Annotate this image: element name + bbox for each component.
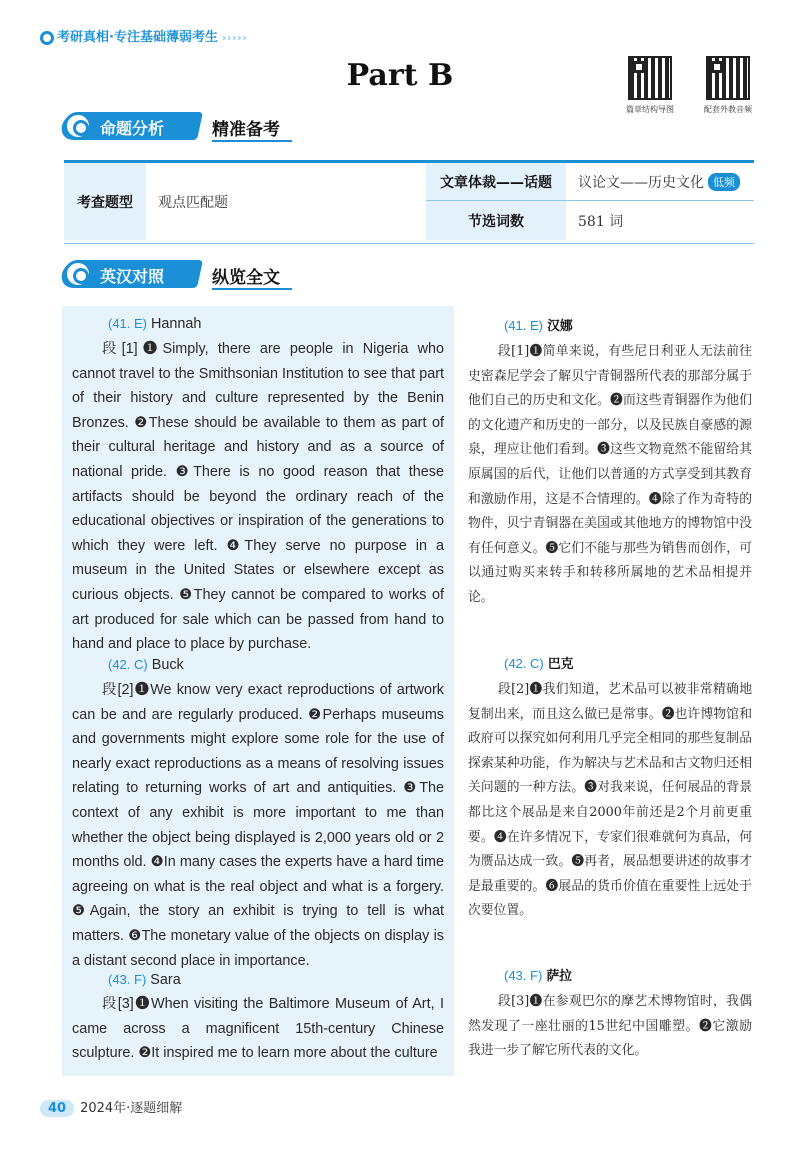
paragraph-text: 段[1]❶简单来说，有些尼日利亚人无法前往史密森尼学会了解贝宁青铜器所代表的那部分属于他们自己的历史和文化。❷而这些青铜器作为他们的文化遗产和历史的一部分，以及民族自豪感的源泉，理应让他们看到。❸这些文物竟然不能留给其原属国的后代，让他们以普通的方式享受到其教育和激励作用，这是不合情理的。❹除了作为奇特的物件，贝宁青铜器在美国或其他地方的博物馆中没有任何意义。❺它们不能与那些为销售而创作，可以通过购买来转手和转移所属地的艺术品相提并论。 [468, 344, 752, 605]
chinese-paragraph-3 [468, 990, 752, 1066]
page-number: 40 [40, 1100, 74, 1117]
chinese-heading [468, 964, 752, 990]
speaker-name: 萨拉 [546, 969, 572, 984]
answer-label: (43. F) [108, 972, 147, 987]
qr-code-icon[interactable] [628, 56, 672, 100]
speaker-name: Hannah [151, 316, 202, 332]
search-icon [40, 31, 54, 45]
english-paragraph-2 [72, 678, 444, 971]
type-label: 考查题型 [64, 163, 146, 240]
info-table [64, 160, 754, 244]
type-value: 观点匹配题 [158, 194, 228, 211]
footer-text: 2024年·逐题细解 [80, 1101, 183, 1116]
count-value: 581 词 [578, 213, 624, 230]
genre-value: 议论文——历史文化 [578, 174, 704, 191]
section-label: 英汉对照 [100, 267, 165, 286]
genre-cell [566, 163, 754, 201]
english-heading [72, 968, 444, 993]
paragraph-text: 段[1]❶Simply, there are people in Nigeria who cannot travel to the Smithsonian Institution to see that part of their history and culture represented by the Benin Bronzes. ❷These should be available to them as part of their cultural heritage and history and as a source of national pride. ❸There is no good reason that these artifacts should be beyond the ordinary reach of the educational objectives or inspiration of the generations to which they were left. ❹They serve no purpose in a museum in the United States or elsewhere except as curious objects. ❺They cannot be compared to works of art produced for sale which can be passed from hand to hand and place to place by purchase. [72, 341, 444, 653]
english-paragraph-1 [72, 337, 444, 653]
chinese-heading [468, 652, 752, 678]
divider [212, 140, 292, 142]
english-paragraph-3 [72, 992, 444, 1066]
qr-caption: 配套外教音频 [704, 105, 752, 114]
answer-label: (41. E) [504, 318, 544, 333]
speaker-name: 巴克 [547, 657, 574, 672]
paragraph-text: 段[2]❶我们知道，艺术品可以被非常精确地复制出来，而且这么做已是常事。❷也许博物馆和政府可以探究如何利用几乎完全相同的那些复制品探索某种功能，作为解决与艺术品和古文物归还相关问题的一种方法。❸对我来说，任何展品的背景都比这个展品是来自2000年前还是2个月前更重要。❹在许多情况下，专家们很难就何为真品，何为赝品达成一致。❺再者，展品想要讲述的故事才是最重要的。❻展品的货币价值在重要性上远处于次要位置。 [468, 682, 752, 919]
speaker-name: Buck [151, 657, 184, 673]
speaker-name: Sara [150, 972, 181, 988]
paragraph-text: 段[3]❶在参观巴尔的摩艺术博物馆时，我偶然发现了一座壮丽的15世纪中国雕塑。❷它激励我进一步了解它所代表的文化。 [468, 994, 752, 1059]
chinese-paragraph-2 [468, 678, 752, 964]
qr-code-icon[interactable] [706, 56, 750, 100]
section-banner-bilingual [62, 260, 322, 288]
answer-label: (43. F) [504, 968, 543, 983]
section-label: 命题分析 [100, 119, 165, 138]
chinese-paragraph-1 [468, 340, 752, 652]
english-heading [72, 312, 444, 337]
brand-header [40, 26, 248, 45]
divider [212, 288, 292, 290]
paragraph-text: 段[2]❶We know very exact reproductions of artwork can be and are regularly produced. ❷Perhaps museums and governments might explore some role for the use of nearly exact reproductions as a means of resolving issues relating to returning works of art and antiquities. ❸The context of any exhibit is more important to me than whether the object being displayed is 2,000 years old or 2 months old. ❹In many cases the experts have a hard time agreeing on what is the real object and what is a forgery. ❺Again, the story an exhibit is trying to tell is what matters. ❻The monetary value of the objects on display is a distant second place in importance. [72, 682, 444, 969]
speaker-name: 汉娜 [547, 319, 573, 334]
paragraph-text: 段[3]❶When visiting the Baltimore Museum of Art, I came across a magnificent 15th-century Chinese sculpture. ❷It inspired me to learn more about the culture [72, 996, 444, 1062]
brand-text: 考研真相·专注基础薄弱考生 [57, 30, 218, 45]
section-subtitle: 精准备考 [212, 120, 280, 140]
answer-label: (42. C) [504, 656, 544, 671]
count-label: 节选词数 [426, 201, 566, 240]
page-title: Part B [346, 58, 454, 93]
genre-label: 文章体裁——话题 [426, 163, 566, 201]
section-banner-analysis [62, 112, 322, 140]
arrows-decoration: ››››› [221, 33, 248, 44]
chinese-heading [468, 314, 752, 340]
qr-caption: 篇章结构导图 [626, 105, 674, 114]
answer-label: (42. C) [108, 657, 148, 672]
section-subtitle: 纵览全文 [212, 268, 280, 288]
page-footer [40, 1097, 182, 1117]
answer-label: (41. E) [108, 316, 148, 331]
frequency-badge: 低频 [708, 173, 740, 191]
magnifier-icon [64, 112, 92, 140]
magnifier-icon [64, 260, 92, 288]
english-heading [72, 653, 444, 678]
